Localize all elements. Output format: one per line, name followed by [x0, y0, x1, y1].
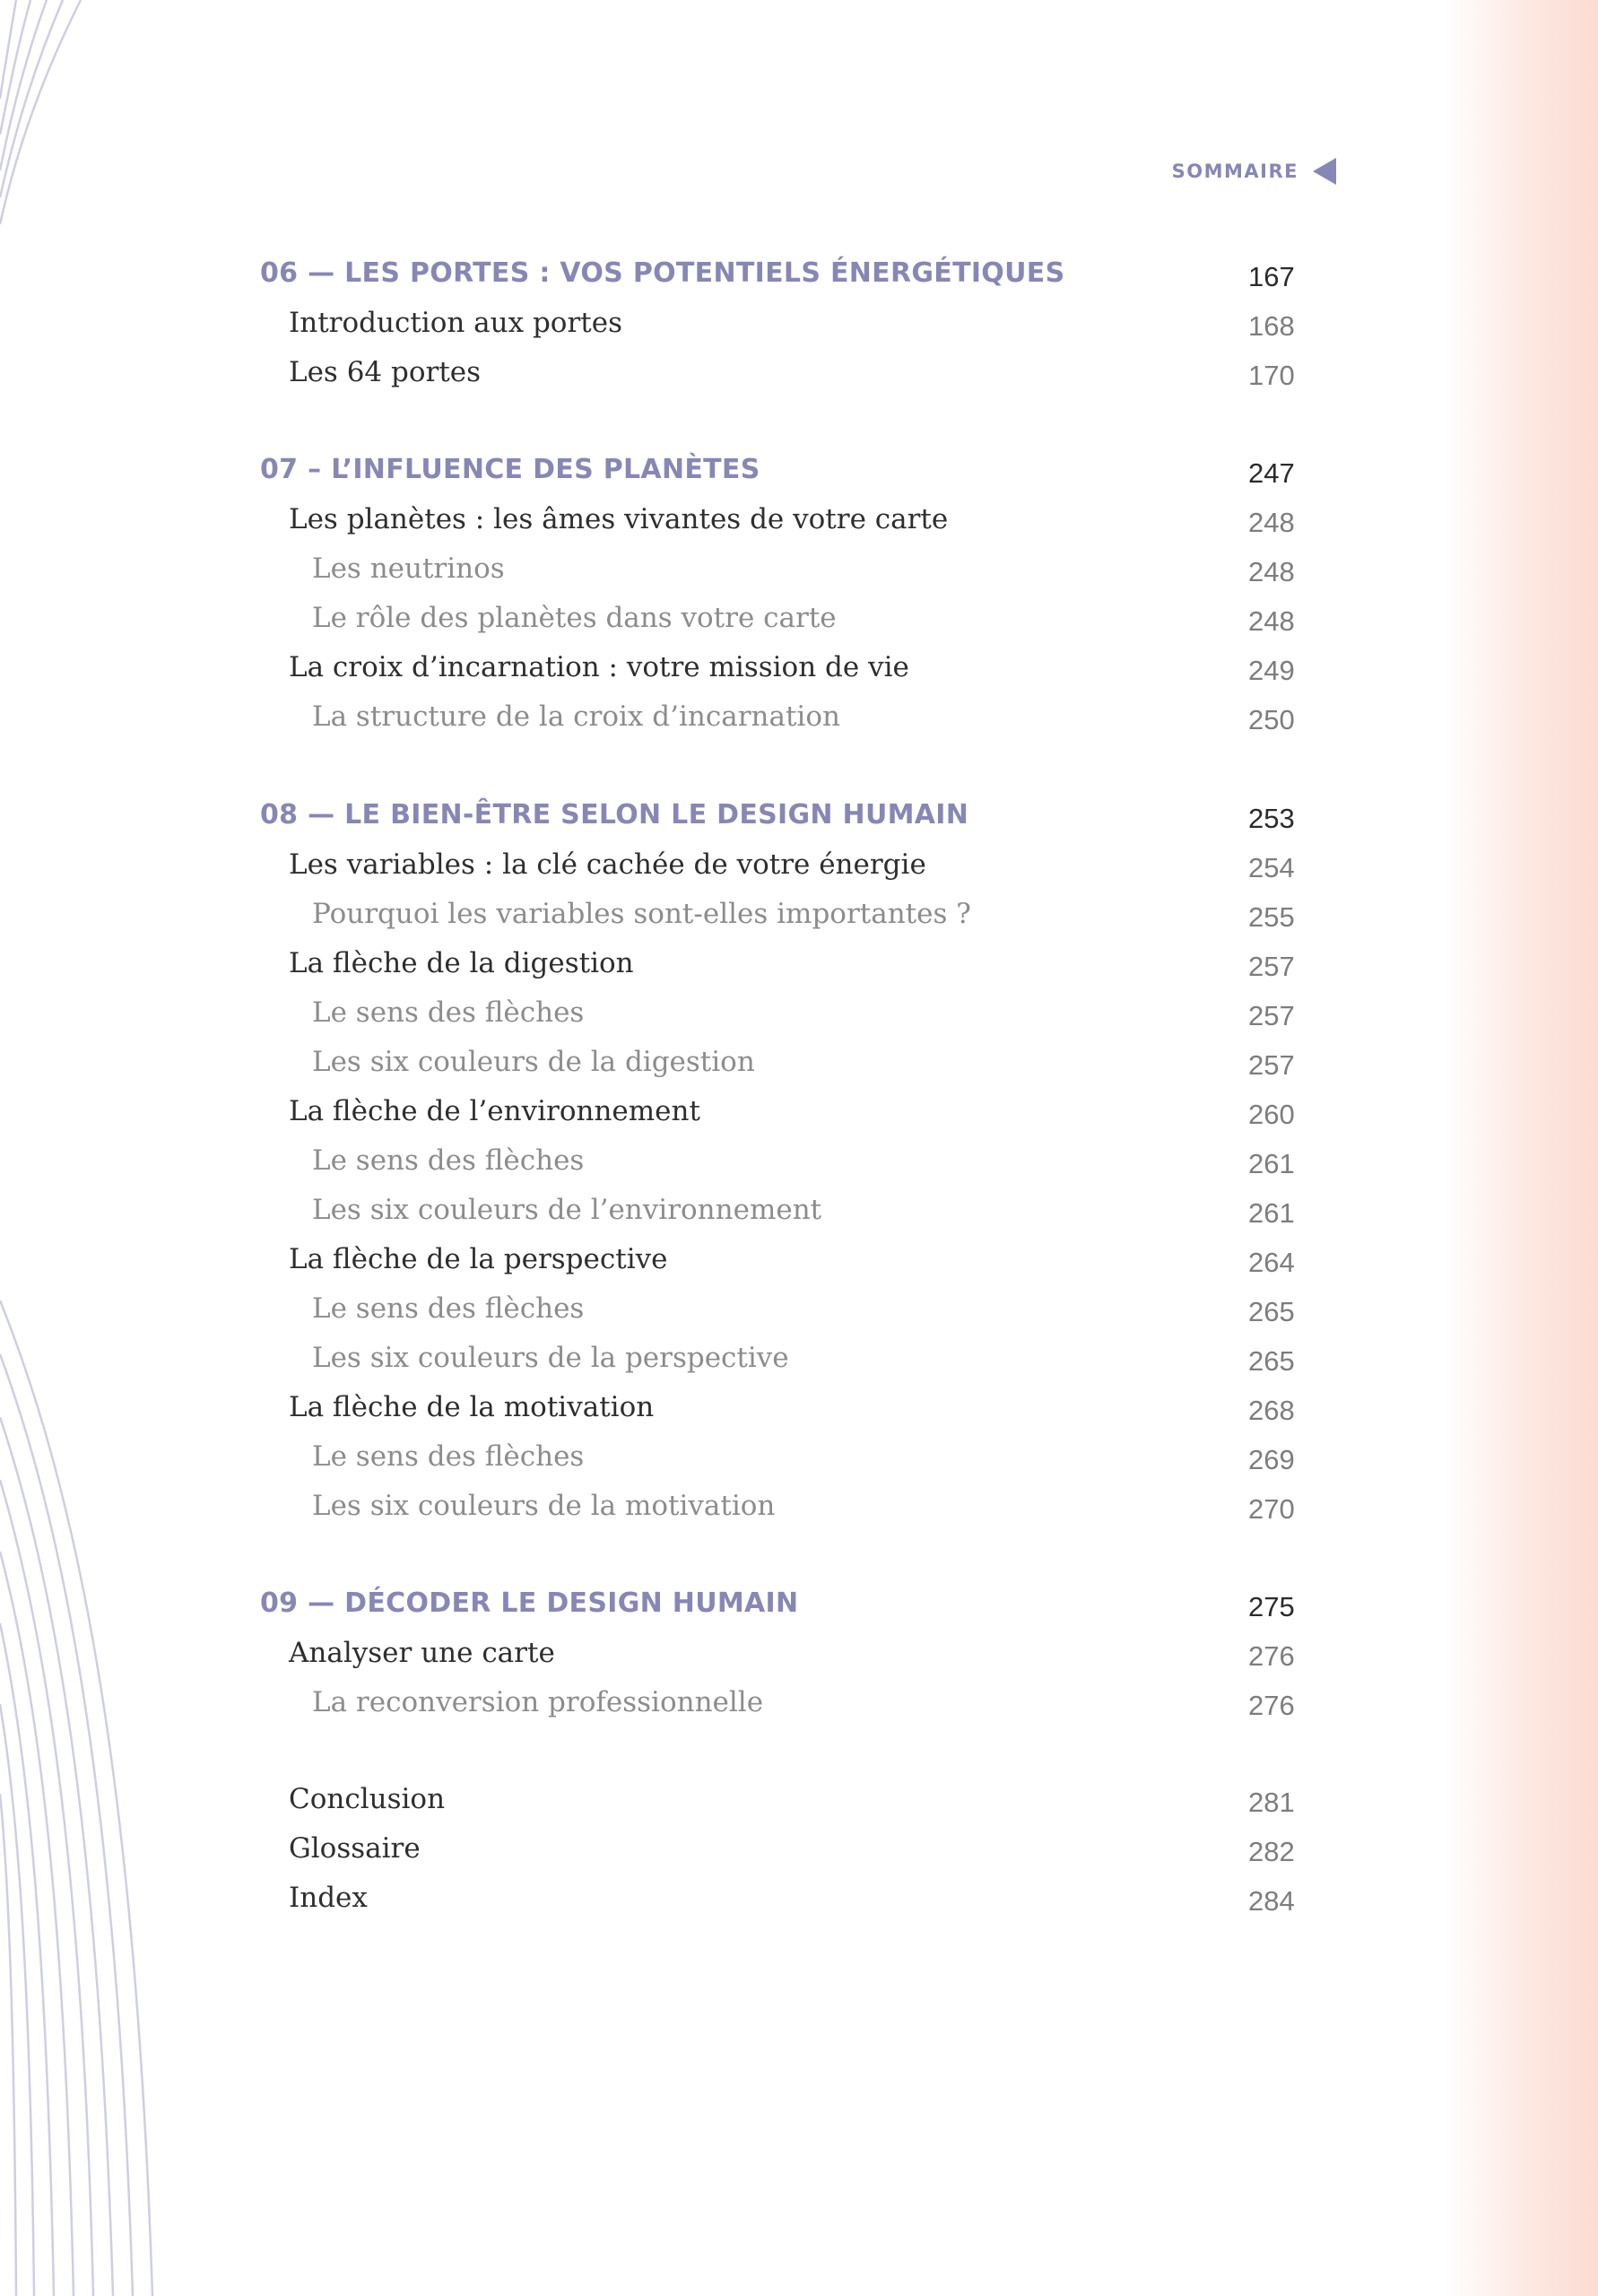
toc-entry[interactable]	[0, 1239, 1598, 1286]
toc-entry[interactable]	[0, 352, 1598, 399]
toc-entry[interactable]	[0, 1878, 1598, 1925]
page-number: 250	[1248, 704, 1295, 735]
chapter-title: 06 — LES PORTES : VOS POTENTIELS ÉNERGÉTIQUES	[260, 257, 1065, 289]
chapter-title: 07 – L’INFLUENCE DES PLANÈTES	[260, 454, 760, 485]
page-number: 255	[1248, 901, 1295, 933]
page-number: 168	[1248, 310, 1295, 342]
toc-entry[interactable]	[0, 944, 1598, 990]
page-number: 249	[1248, 655, 1295, 686]
toc-entry[interactable]	[0, 1779, 1598, 1826]
toc-entry[interactable]	[0, 648, 1598, 694]
entry-title: Les six couleurs de l’environnement	[312, 1194, 822, 1226]
entry-title: Les neutrinos	[312, 552, 505, 585]
toc-entry[interactable]	[0, 1091, 1598, 1138]
page-number: 248	[1248, 556, 1295, 587]
toc-entry[interactable]	[0, 1289, 1598, 1335]
entry-title: Conclusion	[289, 1783, 446, 1815]
toc-entry[interactable]	[0, 1141, 1598, 1187]
entry-title: Les 64 portes	[289, 356, 482, 388]
entry-title: La flèche de la motivation	[289, 1391, 655, 1423]
entry-title: La structure de la croix d’incarnation	[312, 700, 840, 733]
toc-entry[interactable]	[0, 845, 1598, 891]
toc-entry[interactable]	[0, 1486, 1598, 1533]
toc-chapter-entry[interactable]	[0, 254, 1598, 300]
page-number: 265	[1248, 1345, 1295, 1377]
page-number: 248	[1248, 507, 1295, 538]
toc-chapter-entry[interactable]	[0, 1584, 1598, 1631]
entry-title: Le sens des flèches	[312, 1292, 585, 1325]
page-number: 282	[1248, 1836, 1295, 1867]
toc-entry[interactable]	[0, 1683, 1598, 1729]
entry-title: La croix d’incarnation : votre mission de vie	[289, 651, 909, 683]
entry-title: Index	[289, 1882, 368, 1914]
page-number: 264	[1248, 1247, 1295, 1278]
page-number: 276	[1248, 1690, 1295, 1721]
entry-title: Les six couleurs de la perspective	[312, 1342, 789, 1374]
page-number: 281	[1248, 1787, 1295, 1818]
toc-entry[interactable]	[0, 1829, 1598, 1875]
page-number: 167	[1248, 261, 1295, 292]
entry-title: La reconversion professionnelle	[312, 1686, 764, 1718]
page-number: 268	[1248, 1395, 1295, 1426]
entry-title: Le sens des flèches	[312, 1440, 585, 1473]
toc-entry[interactable]	[0, 1042, 1598, 1089]
toc-entry[interactable]	[0, 1387, 1598, 1434]
toc-entry[interactable]	[0, 1190, 1598, 1237]
entry-title: Les six couleurs de la motivation	[312, 1490, 776, 1522]
page-number: 257	[1248, 1049, 1295, 1081]
header-label: SOMMAIRE	[1171, 161, 1298, 182]
page-number: 270	[1248, 1493, 1295, 1525]
toc-entry[interactable]	[0, 1338, 1598, 1385]
entry-title: Glossaire	[289, 1832, 421, 1865]
entry-title: Le sens des flèches	[312, 1144, 585, 1177]
page-number: 170	[1248, 360, 1295, 391]
toc-entry[interactable]	[0, 549, 1598, 596]
entry-title: Les six couleurs de la digestion	[312, 1046, 755, 1078]
triangle-left-icon	[1313, 158, 1336, 185]
running-header	[1172, 158, 1336, 185]
toc-entry[interactable]	[0, 1437, 1598, 1483]
chapter-title: 09 — DÉCODER LE DESIGN HUMAIN	[260, 1587, 799, 1619]
page-number: 265	[1248, 1296, 1295, 1327]
page-number: 254	[1248, 852, 1295, 883]
entry-title: Pourquoi les variables sont-elles importantes ?	[312, 898, 971, 930]
page-number: 269	[1248, 1444, 1295, 1475]
entry-title: Le sens des flèches	[312, 996, 585, 1029]
page-number: 248	[1248, 605, 1295, 637]
toc-entry[interactable]	[0, 697, 1598, 744]
page-number: 257	[1248, 1000, 1295, 1031]
toc-chapter-entry[interactable]	[0, 450, 1598, 497]
toc-entry[interactable]	[0, 993, 1598, 1039]
entry-title: Le rôle des planètes dans votre carte	[312, 602, 837, 634]
toc-entry[interactable]	[0, 303, 1598, 350]
page-number: 261	[1248, 1148, 1295, 1179]
entry-title: Analyser une carte	[289, 1637, 555, 1669]
page-number: 257	[1248, 951, 1295, 982]
toc-chapter-entry[interactable]	[0, 796, 1598, 842]
entry-title: Les planètes : les âmes vivantes de votre carte	[289, 503, 949, 535]
toc-entry[interactable]	[0, 894, 1598, 941]
page-number: 275	[1248, 1591, 1295, 1622]
entry-title: Les variables : la clé cachée de votre énergie	[289, 848, 926, 881]
chapter-title: 08 — LE BIEN-ÊTRE SELON LE DESIGN HUMAIN	[260, 799, 969, 831]
page-number: 284	[1248, 1885, 1295, 1917]
toc-entry[interactable]	[0, 598, 1598, 645]
page-number: 253	[1248, 803, 1295, 834]
entry-title: La flèche de la perspective	[289, 1243, 668, 1275]
toc-entry[interactable]	[0, 500, 1598, 546]
toc-entry[interactable]	[0, 1633, 1598, 1680]
entry-title: La flèche de l’environnement	[289, 1095, 700, 1127]
page-number: 261	[1248, 1197, 1295, 1229]
entry-title: La flèche de la digestion	[289, 947, 634, 979]
page-number: 247	[1248, 457, 1295, 489]
page-number: 276	[1248, 1640, 1295, 1672]
entry-title: Introduction aux portes	[289, 307, 622, 339]
page-number: 260	[1248, 1099, 1295, 1130]
